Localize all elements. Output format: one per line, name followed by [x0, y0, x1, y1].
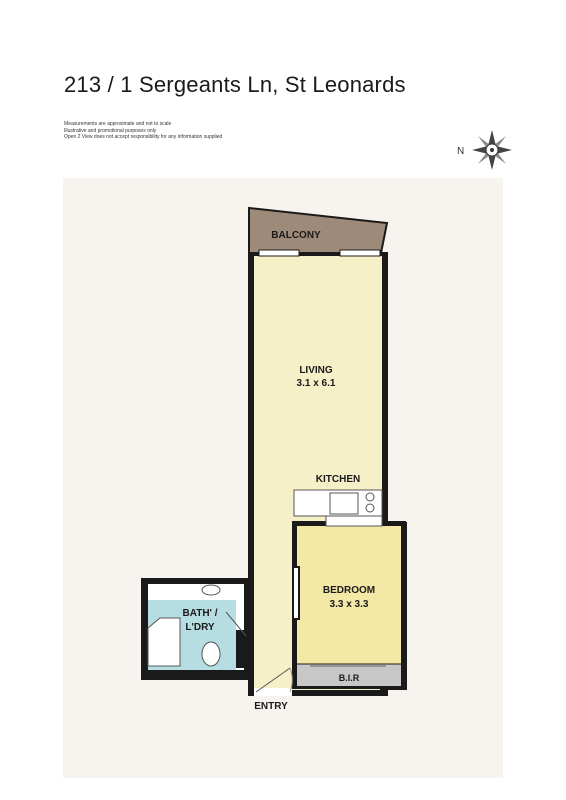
- room-size-living: 3.1 x 6.1: [296, 378, 336, 389]
- room-label-balcony: BALCONY: [271, 230, 321, 241]
- shower-icon: [148, 618, 180, 666]
- room-label-living: LIVING: [299, 365, 333, 376]
- page-title: 213 / 1 Sergeants Ln, St Leonards: [64, 72, 406, 97]
- room-label-bedroom: BEDROOM: [322, 585, 376, 596]
- compass-label: N: [457, 146, 465, 157]
- window: [259, 250, 299, 256]
- disclaimer-line: Measurements are approximate and not to scale: [64, 121, 172, 127]
- disclaimer-line: Illustrative and promotional purposes only: [64, 127, 157, 134]
- compass-icon: [457, 130, 512, 170]
- basin-icon: [202, 585, 220, 595]
- bedroom-door: [293, 567, 299, 619]
- room-label-bath: BATH' /: [182, 608, 218, 619]
- disclaimer-line: Open 2 View does not accept responsibility for any information supplied: [64, 134, 223, 140]
- room-label-entry: ENTRY: [254, 701, 288, 712]
- room-size-bedroom: 3.3 x 3.3: [329, 599, 369, 610]
- window: [340, 250, 380, 256]
- room-label-kitchen: KITCHEN: [315, 474, 361, 485]
- room-label-laundry: L'DRY: [185, 622, 215, 633]
- toilet-icon: [202, 642, 220, 666]
- room-label-bir: B.I.R: [338, 673, 360, 683]
